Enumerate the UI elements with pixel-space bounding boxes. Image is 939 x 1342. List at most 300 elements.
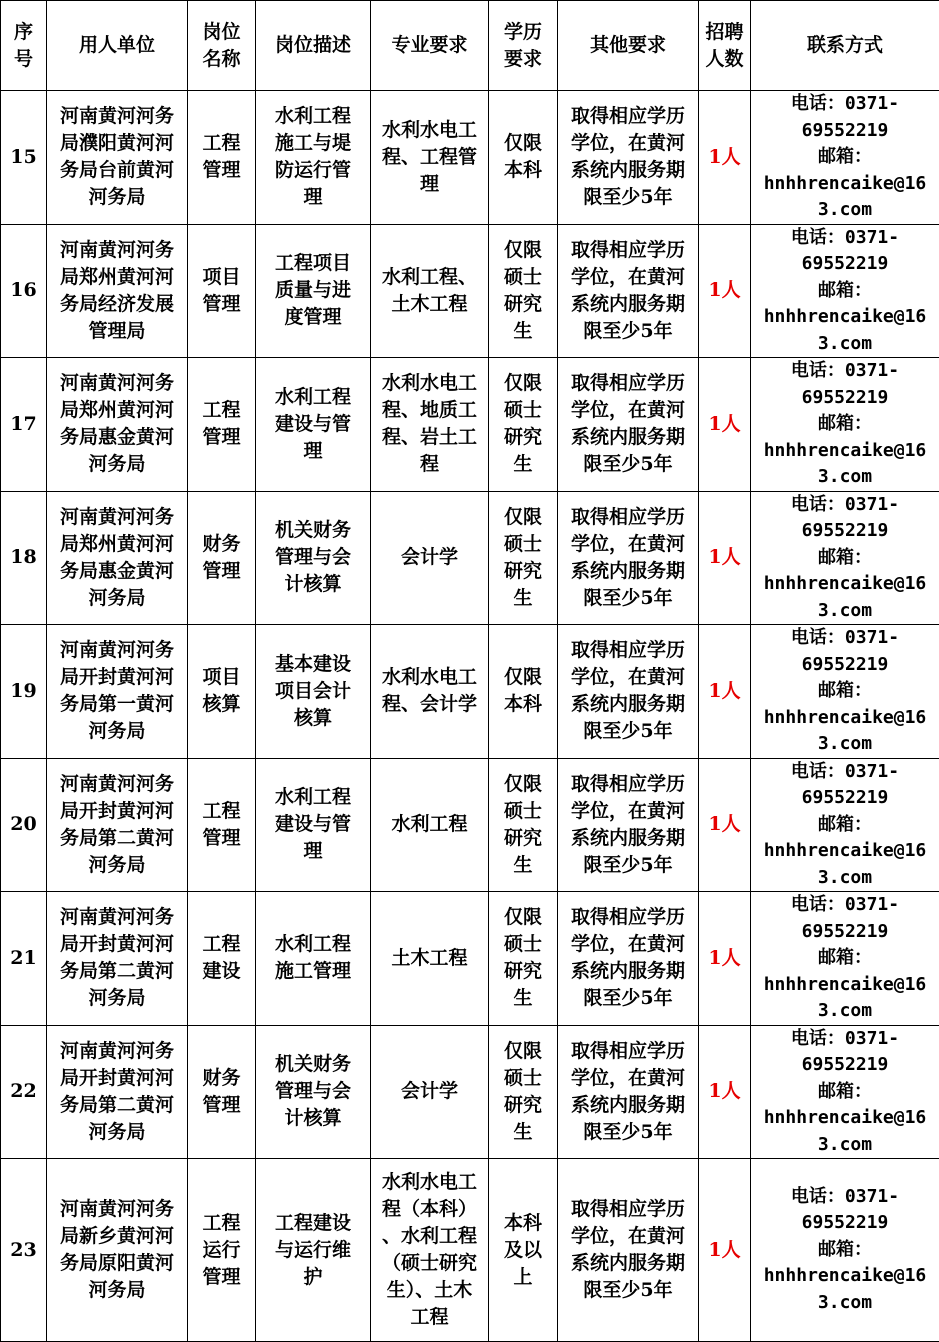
cell-text-line: 施工管理 [259, 958, 367, 985]
cell-text-line: 土木工程 [374, 291, 485, 318]
cell-text-line: 69552219 [753, 518, 937, 545]
cell-no: 23 [1, 1159, 47, 1342]
cell-other [558, 491, 699, 625]
table-body [1, 91, 939, 1342]
cell-no: 17 [1, 358, 47, 492]
table-row [1, 758, 939, 892]
cell-count: 1人 [699, 358, 751, 492]
cell-text-line: 邮箱： [753, 411, 937, 438]
cell-major [371, 625, 489, 759]
cell-text-line: 3.com [753, 1132, 937, 1159]
cell-text-line: 取得相应学历 [562, 103, 694, 130]
cell-description [256, 758, 371, 892]
cell-text-line: 研究 [492, 958, 554, 985]
cell-text-line: 工程项目 [259, 250, 367, 277]
cell-text-line: 项目 [191, 664, 252, 691]
cell-major [371, 491, 489, 625]
cell-text-line: 程 [374, 451, 485, 478]
cell-text-line: 限至少5年 [562, 1119, 694, 1146]
cell-count: 1人 [699, 224, 751, 358]
cell-text-line: 生 [492, 585, 554, 612]
cell-text-line: 研究 [492, 1092, 554, 1119]
cell-text-line: 仅限 [492, 664, 554, 691]
cell-text-line: 电话：0371- [753, 625, 937, 652]
cell-education [489, 758, 558, 892]
cell-text-line: 电话：0371- [753, 225, 937, 252]
cell-text-line: 岗位 [191, 19, 252, 46]
cell-unit [47, 91, 188, 225]
cell-text-line: 人数 [702, 46, 747, 73]
cell-text-line: 系统内服务期 [562, 958, 694, 985]
cell-text-line: hnhhrencaike@16 [753, 304, 937, 331]
cell-text-line: 系统内服务期 [562, 424, 694, 451]
cell-position [188, 892, 256, 1026]
cell-text-line: 学位，在黄河 [562, 798, 694, 825]
cell-text-line: 电话：0371- [753, 1184, 937, 1211]
cell-text-line: 管理 [191, 558, 252, 585]
cell-text-line: 务局原阳黄河 [51, 1250, 183, 1277]
cell-text-line: 理 [374, 171, 485, 198]
cell-text-line: 生 [492, 985, 554, 1012]
cell-unit [47, 892, 188, 1026]
cell-description [256, 358, 371, 492]
table-header [1, 1, 939, 91]
cell-text-line: hnhhrencaike@16 [753, 838, 937, 865]
cell-text-line: 河南黄河河务 [51, 904, 183, 931]
cell-major [371, 892, 489, 1026]
cell-text-line: 电话：0371- [753, 91, 937, 118]
cell-text-line: 工程建设 [259, 1210, 367, 1237]
cell-text-line: 水利工程 [374, 811, 485, 838]
cell-position [188, 1159, 256, 1342]
cell-text-line: 仅限 [492, 504, 554, 531]
cell-contact [751, 224, 939, 358]
cell-text-line: 本科 [492, 1210, 554, 1237]
cell-text-line: （硕士研究 [374, 1250, 485, 1277]
header-major [371, 1, 489, 91]
cell-description [256, 1159, 371, 1342]
cell-text-line: 取得相应学历 [562, 1038, 694, 1065]
table-row [1, 91, 939, 225]
cell-text-line: 基本建设 [259, 651, 367, 678]
cell-education [489, 491, 558, 625]
cell-position [188, 625, 256, 759]
cell-text-line: 生 [492, 1119, 554, 1146]
cell-text-line: 务局第一黄河 [51, 691, 183, 718]
cell-description [256, 91, 371, 225]
cell-education [489, 1159, 558, 1342]
cell-contact [751, 1025, 939, 1159]
cell-text-line: 69552219 [753, 385, 937, 412]
cell-text-line: 序 [4, 19, 43, 46]
cell-text-line: 学位，在黄河 [562, 664, 694, 691]
cell-position [188, 91, 256, 225]
cell-text-line: 务局经济发展 [51, 291, 183, 318]
cell-text-line: 河南黄河河务 [51, 103, 183, 130]
cell-text-line: 仅限 [492, 1038, 554, 1065]
cell-unit [47, 491, 188, 625]
cell-major [371, 91, 489, 225]
cell-text-line: 硕士 [492, 1065, 554, 1092]
cell-text-line: 程、会计学 [374, 691, 485, 718]
cell-text-line: 局郑州黄河河 [51, 264, 183, 291]
cell-text-line: 水利工程 [259, 784, 367, 811]
cell-text-line: 局郑州黄河河 [51, 531, 183, 558]
cell-education [489, 625, 558, 759]
cell-text-line: 河务局 [51, 1277, 183, 1304]
table-row [1, 224, 939, 358]
cell-text-line: 会计学 [374, 1078, 485, 1105]
cell-count: 1人 [699, 1025, 751, 1159]
cell-text-line: 水利水电工 [374, 664, 485, 691]
cell-text-line: 限至少5年 [562, 985, 694, 1012]
cell-text-line: 限至少5年 [562, 318, 694, 345]
cell-text-line: 管理 [191, 1264, 252, 1291]
cell-text-line: 取得相应学历 [562, 504, 694, 531]
cell-text-line: hnhhrencaike@16 [753, 972, 937, 999]
cell-text-line: 邮箱： [753, 545, 937, 572]
cell-text-line: 69552219 [753, 785, 937, 812]
cell-text-line: 管理 [191, 1092, 252, 1119]
cell-text-line: 河务局 [51, 184, 183, 211]
cell-text-line: 研究 [492, 825, 554, 852]
cell-text-line: 学位，在黄河 [562, 531, 694, 558]
cell-description [256, 625, 371, 759]
cell-count: 1人 [699, 1159, 751, 1342]
cell-text-line: 电话：0371- [753, 1026, 937, 1053]
cell-text-line: 电话：0371- [753, 892, 937, 919]
table-row [1, 1159, 939, 1342]
cell-text-line: 邮箱： [753, 144, 937, 171]
cell-text-line: 工程 [191, 1210, 252, 1237]
cell-text-line: 管理 [191, 424, 252, 451]
table-row [1, 491, 939, 625]
cell-count: 1人 [699, 892, 751, 1026]
cell-text-line: hnhhrencaike@16 [753, 1105, 937, 1132]
cell-text-line: 限至少5年 [562, 1277, 694, 1304]
cell-text-line: 学位，在黄河 [562, 931, 694, 958]
cell-text-line: 硕士 [492, 264, 554, 291]
cell-text-line: 学位，在黄河 [562, 1065, 694, 1092]
cell-no: 15 [1, 91, 47, 225]
cell-other [558, 625, 699, 759]
cell-text-line: 系统内服务期 [562, 157, 694, 184]
cell-description [256, 224, 371, 358]
cell-text-line: 系统内服务期 [562, 691, 694, 718]
cell-text-line: 局开封黄河河 [51, 798, 183, 825]
cell-text-line: 69552219 [753, 652, 937, 679]
table-row [1, 1025, 939, 1159]
table-row [1, 358, 939, 492]
cell-text-line: 建设与管 [259, 411, 367, 438]
cell-text-line: 硕士 [492, 798, 554, 825]
cell-text-line: 研究 [492, 424, 554, 451]
cell-text-line: 3.com [753, 865, 937, 892]
cell-education [489, 892, 558, 1026]
header-contact [751, 1, 939, 91]
cell-text-line: 邮箱： [753, 945, 937, 972]
cell-text-line: 学位，在黄河 [562, 130, 694, 157]
cell-other [558, 224, 699, 358]
cell-text-line: 核算 [259, 705, 367, 732]
cell-text-line: 岗位描述 [259, 32, 367, 59]
cell-text-line: 系统内服务期 [562, 1092, 694, 1119]
cell-text-line: hnhhrencaike@16 [753, 571, 937, 598]
cell-text-line: 管理与会 [259, 544, 367, 571]
cell-text-line: 局开封黄河河 [51, 1065, 183, 1092]
cell-text-line: 电话：0371- [753, 358, 937, 385]
cell-text-line: 建设与管 [259, 811, 367, 838]
cell-text-line: 取得相应学历 [562, 771, 694, 798]
table-row [1, 625, 939, 759]
cell-text-line: 邮箱： [753, 678, 937, 705]
cell-text-line: 仅限 [492, 904, 554, 931]
cell-text-line: 、水利工程 [374, 1223, 485, 1250]
cell-text-line: 理 [259, 184, 367, 211]
cell-text-line: 名称 [191, 46, 252, 73]
cell-text-line: 学位，在黄河 [562, 264, 694, 291]
cell-text-line: 项目 [191, 264, 252, 291]
table-row [1, 892, 939, 1026]
cell-education [489, 224, 558, 358]
cell-text-line: 河南黄河河务 [51, 370, 183, 397]
cell-text-line: 河南黄河河务 [51, 237, 183, 264]
cell-text-line: 仅限 [492, 370, 554, 397]
cell-text-line: 本科 [492, 157, 554, 184]
cell-text-line: 河南黄河河务 [51, 1038, 183, 1065]
cell-text-line: 限至少5年 [562, 718, 694, 745]
cell-text-line: 河南黄河河务 [51, 637, 183, 664]
cell-position [188, 758, 256, 892]
cell-text-line: 务局惠金黄河 [51, 424, 183, 451]
cell-unit [47, 758, 188, 892]
cell-text-line: 生 [492, 318, 554, 345]
cell-text-line: 限至少5年 [562, 585, 694, 612]
cell-text-line: 务局台前黄河 [51, 157, 183, 184]
cell-description [256, 491, 371, 625]
cell-contact [751, 91, 939, 225]
cell-text-line: 招聘 [702, 19, 747, 46]
cell-text-line: 学历 [492, 19, 554, 46]
cell-text-line: 及以 [492, 1237, 554, 1264]
cell-text-line: 计核算 [259, 1105, 367, 1132]
cell-text-line: 3.com [753, 464, 937, 491]
cell-text-line: 电话：0371- [753, 759, 937, 786]
cell-unit [47, 224, 188, 358]
cell-position [188, 491, 256, 625]
cell-text-line: 取得相应学历 [562, 370, 694, 397]
cell-text-line: 局开封黄河河 [51, 931, 183, 958]
cell-text-line: 河南黄河河务 [51, 771, 183, 798]
cell-text-line: 财务 [191, 531, 252, 558]
cell-contact [751, 625, 939, 759]
header-position [188, 1, 256, 91]
cell-major [371, 224, 489, 358]
cell-major [371, 358, 489, 492]
cell-other [558, 358, 699, 492]
cell-text-line: 局新乡黄河河 [51, 1223, 183, 1250]
header-unit [47, 1, 188, 91]
cell-text-line: 仅限 [492, 771, 554, 798]
cell-text-line: 取得相应学历 [562, 904, 694, 931]
cell-no: 22 [1, 1025, 47, 1159]
cell-major [371, 1025, 489, 1159]
cell-text-line: 护 [259, 1264, 367, 1291]
cell-text-line: 管理 [191, 291, 252, 318]
cell-text-line: hnhhrencaike@16 [753, 438, 937, 465]
cell-text-line: 3.com [753, 731, 937, 758]
cell-unit [47, 625, 188, 759]
cell-text-line: 河务局 [51, 718, 183, 745]
cell-text-line: 水利工程 [259, 103, 367, 130]
cell-text-line: 系统内服务期 [562, 558, 694, 585]
cell-text-line: 质量与进 [259, 277, 367, 304]
cell-text-line: 度管理 [259, 304, 367, 331]
cell-text-line: 务局第二黄河 [51, 825, 183, 852]
cell-text-line: 取得相应学历 [562, 637, 694, 664]
cell-text-line: hnhhrencaike@16 [753, 705, 937, 732]
cell-text-line: 核算 [191, 691, 252, 718]
cell-text-line: 研究 [492, 291, 554, 318]
cell-text-line: 研究 [492, 558, 554, 585]
cell-text-line: 工程 [191, 931, 252, 958]
cell-text-line: 河务局 [51, 451, 183, 478]
header-description [256, 1, 371, 91]
cell-text-line: 工程 [191, 798, 252, 825]
cell-count: 1人 [699, 91, 751, 225]
cell-no: 19 [1, 625, 47, 759]
cell-text-line: 管理局 [51, 318, 183, 345]
cell-text-line: 项目会计 [259, 678, 367, 705]
cell-text-line: 仅限 [492, 237, 554, 264]
cell-text-line: hnhhrencaike@16 [753, 171, 937, 198]
cell-other [558, 758, 699, 892]
cell-count: 1人 [699, 758, 751, 892]
cell-major [371, 1159, 489, 1342]
cell-text-line: 施工与堤 [259, 130, 367, 157]
cell-text-line: 号 [4, 46, 43, 73]
cell-description [256, 1025, 371, 1159]
cell-text-line: 建设 [191, 958, 252, 985]
cell-text-line: 限至少5年 [562, 852, 694, 879]
cell-text-line: 系统内服务期 [562, 291, 694, 318]
cell-text-line: 69552219 [753, 919, 937, 946]
cell-text-line: 工程 [374, 1304, 485, 1331]
cell-text-line: 务局第二黄河 [51, 958, 183, 985]
cell-text-line: 生）、土木 [374, 1277, 485, 1304]
cell-text-line: 专业要求 [374, 32, 485, 59]
cell-text-line: 工程 [191, 397, 252, 424]
cell-count: 1人 [699, 491, 751, 625]
cell-text-line: 水利工程、 [374, 264, 485, 291]
header-other [558, 1, 699, 91]
cell-text-line: 3.com [753, 598, 937, 625]
cell-text-line: 系统内服务期 [562, 825, 694, 852]
cell-text-line: 系统内服务期 [562, 1250, 694, 1277]
cell-text-line: 其他要求 [561, 32, 695, 59]
cell-text-line: 3.com [753, 998, 937, 1025]
cell-text-line: 财务 [191, 1065, 252, 1092]
cell-text-line: 河务局 [51, 985, 183, 1012]
cell-text-line: 运行 [191, 1237, 252, 1264]
cell-text-line: 电话：0371- [753, 492, 937, 519]
cell-text-line: 仅限 [492, 130, 554, 157]
cell-text-line: 河务局 [51, 852, 183, 879]
cell-text-line: hnhhrencaike@16 [753, 1263, 937, 1290]
cell-text-line: 计核算 [259, 571, 367, 598]
cell-text-line: 程（本科） [374, 1196, 485, 1223]
cell-text-line: 要求 [492, 46, 554, 73]
cell-no: 18 [1, 491, 47, 625]
cell-text-line: 水利水电工 [374, 370, 485, 397]
cell-text-line: 务局第二黄河 [51, 1092, 183, 1119]
cell-position [188, 358, 256, 492]
cell-unit [47, 358, 188, 492]
cell-text-line: 硕士 [492, 397, 554, 424]
cell-contact [751, 491, 939, 625]
cell-text-line: 邮箱： [753, 812, 937, 839]
cell-text-line: 防运行管 [259, 157, 367, 184]
cell-major [371, 758, 489, 892]
header-no [1, 1, 47, 91]
cell-text-line: 管理 [191, 157, 252, 184]
cell-text-line: 工程 [191, 130, 252, 157]
cell-text-line: 邮箱： [753, 278, 937, 305]
cell-text-line: 水利水电工 [374, 117, 485, 144]
cell-other [558, 1025, 699, 1159]
cell-text-line: 69552219 [753, 251, 937, 278]
cell-unit [47, 1159, 188, 1342]
cell-count: 1人 [699, 625, 751, 759]
cell-contact [751, 1159, 939, 1342]
cell-text-line: 3.com [753, 1290, 937, 1317]
cell-text-line: 生 [492, 852, 554, 879]
cell-text-line: 管理 [191, 825, 252, 852]
cell-text-line: 取得相应学历 [562, 237, 694, 264]
cell-text-line: 机关财务 [259, 517, 367, 544]
header-row [1, 1, 939, 91]
cell-text-line: 局郑州黄河河 [51, 397, 183, 424]
cell-text-line: 69552219 [753, 1052, 937, 1079]
cell-text-line: 会计学 [374, 544, 485, 571]
cell-text-line: 上 [492, 1264, 554, 1291]
cell-text-line: 水利水电工 [374, 1169, 485, 1196]
cell-contact [751, 892, 939, 1026]
cell-text-line: 限至少5年 [562, 451, 694, 478]
cell-text-line: 硕士 [492, 931, 554, 958]
header-count [699, 1, 751, 91]
cell-text-line: 理 [259, 838, 367, 865]
cell-text-line: 程、地质工 [374, 397, 485, 424]
cell-contact [751, 358, 939, 492]
cell-text-line: 局开封黄河河 [51, 664, 183, 691]
cell-description [256, 892, 371, 1026]
cell-text-line: 河务局 [51, 585, 183, 612]
cell-text-line: 土木工程 [374, 945, 485, 972]
cell-text-line: 硕士 [492, 531, 554, 558]
cell-education [489, 91, 558, 225]
cell-text-line: 水利工程 [259, 931, 367, 958]
cell-education [489, 1025, 558, 1159]
cell-text-line: 水利工程 [259, 384, 367, 411]
cell-text-line: 河务局 [51, 1119, 183, 1146]
cell-no: 16 [1, 224, 47, 358]
cell-position [188, 224, 256, 358]
cell-text-line: 邮箱： [753, 1237, 937, 1264]
cell-unit [47, 1025, 188, 1159]
cell-text-line: 河南黄河河务 [51, 1196, 183, 1223]
cell-education [489, 358, 558, 492]
